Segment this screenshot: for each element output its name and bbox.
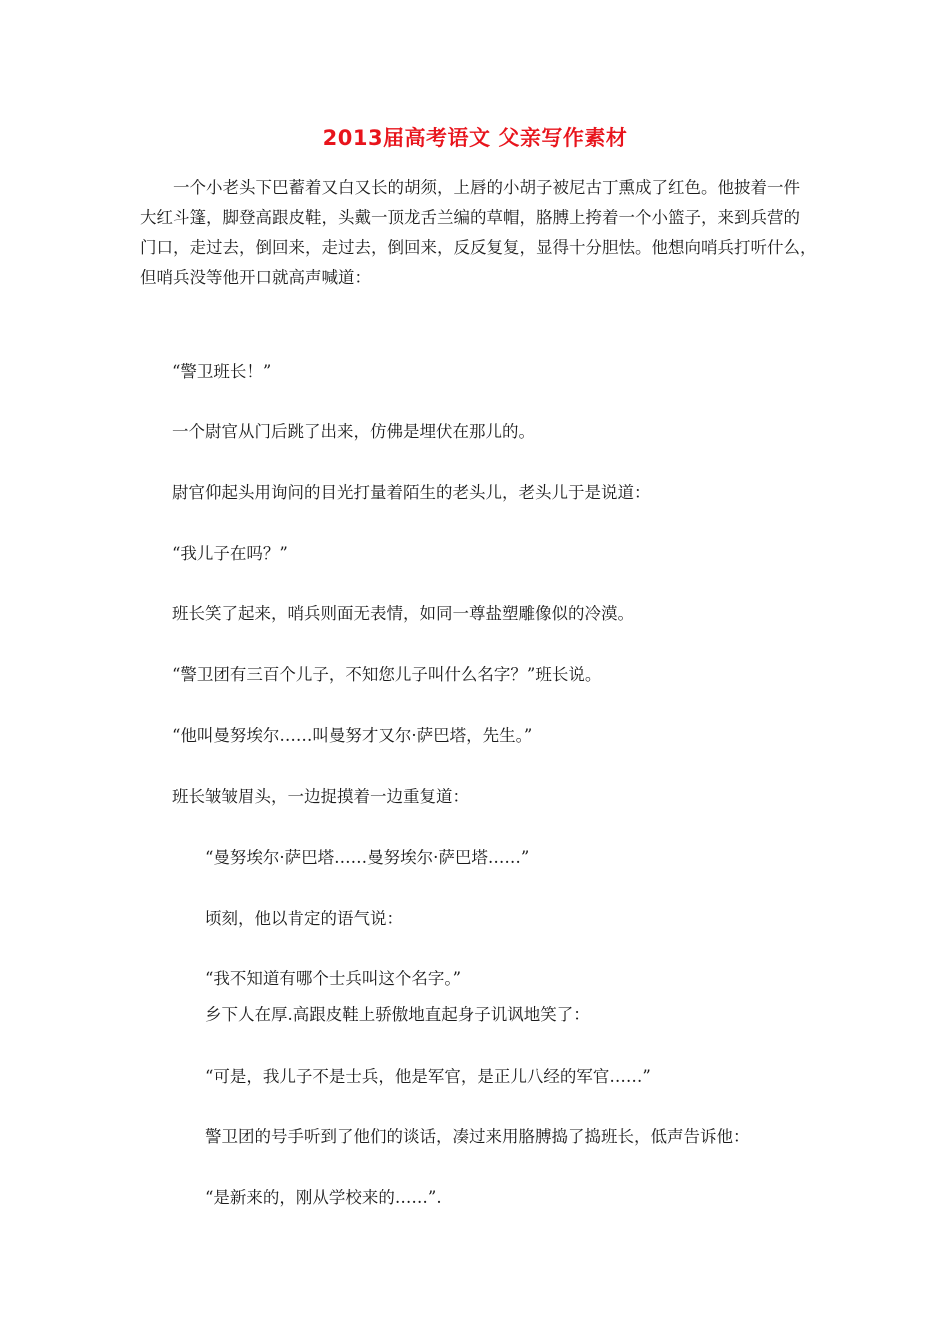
narration-line: 尉官仰起头用询问的目光打量着陌生的老头儿，老头儿于是说道： xyxy=(172,483,651,502)
paragraph-line: 大红斗篷，脚登高跟皮鞋，头戴一顶龙舌兰编的草帽，胳膊上挎着一个小篮子，来到兵营的 xyxy=(140,208,800,227)
paragraph-line: 一个小老头下巴蓄着又白又长的胡须，上唇的小胡子被尼古丁熏成了红色。他披着一件 xyxy=(173,178,800,197)
dialogue-line: “他叫曼努埃尔……叫曼努才又尔·萨巴塔，先生。” xyxy=(172,726,533,745)
opening-paragraph xyxy=(140,173,840,293)
dialogue-line: “曼努埃尔·萨巴塔……曼努埃尔·萨巴塔……” xyxy=(205,848,530,867)
narration-line: 一个尉官从门后跳了出来，仿佛是埋伏在那儿的。 xyxy=(172,422,535,441)
dialogue-line: “我儿子在吗？” xyxy=(172,544,288,563)
paragraph-line: 门口，走过去，倒回来，走过去，倒回来，反反复复，显得十分胆怯。他想向哨兵打听什么， xyxy=(140,238,817,257)
dialogue-line: “我不知道有哪个士兵叫这个名字。” xyxy=(205,969,462,988)
narration-line: 班长笑了起来，哨兵则面无表情，如同一尊盐塑雕像似的冷漠。 xyxy=(172,604,634,623)
narration-line: 警卫团的号手听到了他们的谈话，凑过来用胳膊捣了捣班长，低声告诉他： xyxy=(205,1127,750,1146)
dialogue-line: “警卫班长！” xyxy=(172,362,272,381)
document-title: 2013届高考语文 父亲写作素材 xyxy=(322,126,628,150)
dialogue-line: “警卫团有三百个儿子，不知您儿子叫什么名字？”班长说。 xyxy=(172,665,602,684)
narration-line: 顷刻，他以肯定的语气说： xyxy=(205,909,403,928)
paragraph-line: 但哨兵没等他开口就高声喊道： xyxy=(140,268,371,287)
dialogue-line: “可是，我儿子不是士兵，他是军官，是正儿八经的军官……” xyxy=(205,1067,651,1086)
narration-line: 乡下人在厚.高跟皮鞋上骄傲地直起身子讥讽地笑了： xyxy=(205,1005,590,1024)
narration-line: 班长皱皱眉头，一边捉摸着一边重复道： xyxy=(172,787,469,806)
dialogue-line: “是新来的，刚从学校来的……”. xyxy=(205,1188,442,1207)
